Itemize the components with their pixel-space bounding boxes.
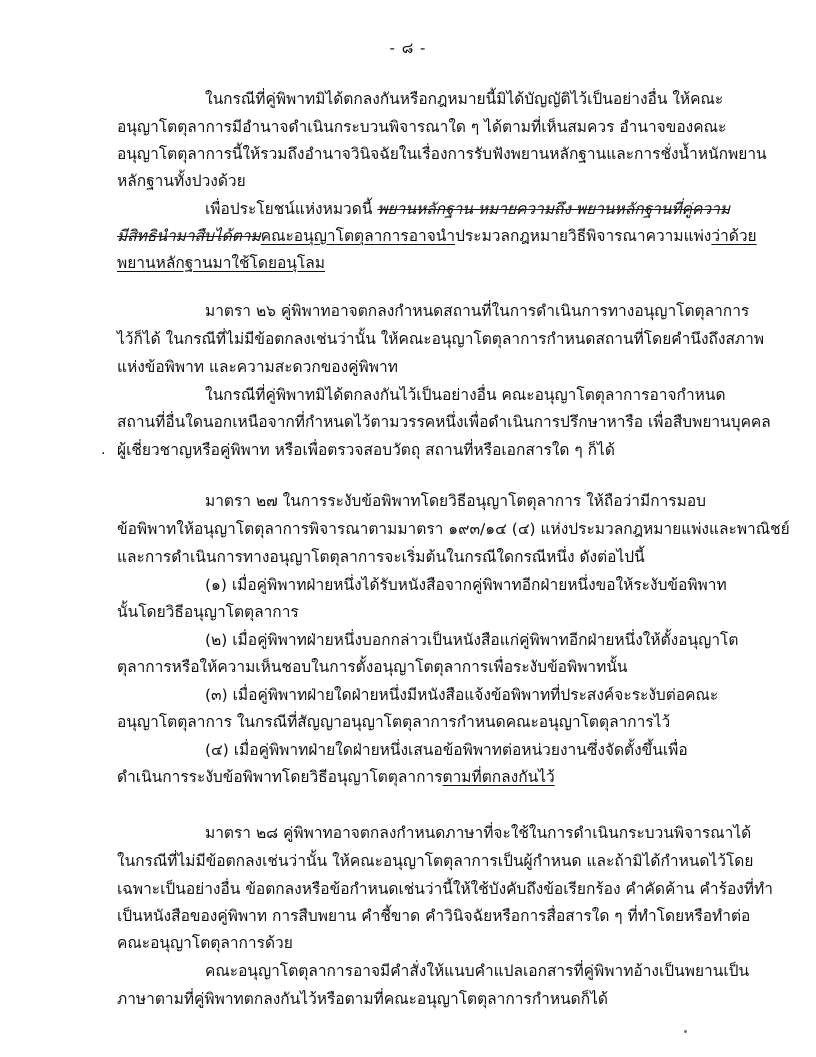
- text-line: ข้อพิพาทให้อนุญาโตตุลาการพิจารณาตามมาตรา ๑๙๓/๑๔ (๔) แห่งประมวลกฎหมายแพ่งและพาณิชย์: [117, 520, 790, 538]
- struck-text: มีสิทธินำมาสืบได้ตาม: [117, 227, 261, 245]
- inserted-text-line: พยานหลักฐานมาใช้โดยอนุโลม: [117, 254, 325, 272]
- text-line: ในกรณีที่คู่พิพาทมิได้ตกลงกันไว้เป็นอย่างอื่น คณะอนุญาโตตุลาการอาจกำหนด: [205, 386, 726, 404]
- text-line: เป็นหนังสือของคู่พิพาท การสืบพยาน คำชี้ขาด คำวินิจฉัยหรือการสื่อสารใด ๆ ที่ทำโดยหรือทำต่อ: [117, 907, 751, 925]
- text-segment: เพื่อประโยชน์แห่งหมวดนี้: [205, 200, 378, 218]
- list-item: (๑) เมื่อคู่พิพาทฝ่ายหนึ่งได้รับหนังสือจากคู่พิพาทอีกฝ่ายหนึ่งขอให้ระงับข้อพิพาท: [205, 576, 727, 594]
- text-line: [117, 766, 555, 788]
- text-line: ในกรณีที่คู่พิพาทมิได้ตกลงกันหรือกฎหมายนี้มิได้บัญญัติไว้เป็นอย่างอื่น ให้คณะ: [205, 90, 724, 108]
- text-line: คณะอนุญาโตตุลาการอาจมีคำสั่งให้แนบคำแปลเอกสารที่คู่พิพาทอ้างเป็นพยานเป็น: [205, 962, 750, 980]
- text-line: นั้นโดยวิธีอนุญาโตตุลาการ: [117, 603, 299, 621]
- inserted-text: ตามที่ตกลงกันไว้: [442, 768, 555, 786]
- text-line: หลักฐานทั้งปวงด้วย: [117, 172, 246, 190]
- inserted-text: คณะอนุญาโตตุลาการอาจนำ: [260, 227, 456, 245]
- text-segment: ประมวลกฎหมายวิธีพิจารณาความแพ่ง: [455, 227, 712, 245]
- text-line: ผู้เชี่ยวชาญหรือคู่พิพาท หรือเพื่อตรวจสอบวัตถุ สถานที่หรือเอกสารใด ๆ ก็ได้: [117, 441, 615, 459]
- scan-speck: [684, 1030, 687, 1033]
- text-segment: ดำเนินการระงับข้อพิพาทโดยวิธีอนุญาโตตุลาการ: [117, 768, 443, 786]
- list-item: (๒) เมื่อคู่พิพาทฝ่ายหนึ่งบอกกล่าวเป็นหนังสือแก่คู่พิพาทอีกฝ่ายหนึ่งให้ตั้งอนุญาโต: [205, 631, 739, 649]
- text-line: สถานที่อื่นใดนอกเหนือจากที่กำหนดไว้ตามวรรคหนึ่งเพื่อดำเนินการปรึกษาหารือ เพื่อสืบพยานบุคคล: [117, 413, 771, 431]
- page-number: - ๘ -: [389, 39, 427, 57]
- text-line: ภาษาตามที่คู่พิพาทตกลงกันไว้หรือตามที่คณะอนุญาโตตุลาการกำหนดก็ได้: [117, 990, 608, 1008]
- list-item: (๔) เมื่อคู่พิพาทฝ่ายใดฝ่ายหนึ่งเสนอข้อพิพาทต่อหน่วยงานซึ่งจัดตั้งขึ้นเพื่อ: [205, 741, 688, 759]
- inserted-text: ว่าด้วย: [711, 227, 757, 245]
- text-line: [117, 225, 757, 247]
- text-line: คณะอนุญาโตตุลาการด้วย: [117, 934, 293, 952]
- struck-text: พยานหลักฐาน หมายความถึง พยานหลักฐานที่คู่ความ: [377, 200, 731, 218]
- section-line: มาตรา ๒๖ คู่พิพาทอาจตกลงกำหนดสถานที่ในการดำเนินการทางอนุญาโตตุลาการ: [205, 302, 750, 320]
- text-line: อนุญาโตตุลาการ ในกรณีที่สัญญาอนุญาโตตุลาการกำหนดคณะอนุญาโตตุลาการไว้: [117, 713, 671, 731]
- section-line: มาตรา ๒๗ ในการระงับข้อพิพาทโดยวิธีอนุญาโตตุลาการ ให้ถือว่ามีการมอบ: [205, 492, 706, 510]
- text-line: เฉพาะเป็นอย่างอื่น ข้อตกลงหรือข้อกำหนดเช่นว่านี้ให้ใช้บังคับถึงข้อเรียกร้อง คำคัดค้าน คำร้องที่ทำ: [117, 880, 773, 898]
- text-line: แห่งข้อพิพาท และความสะดวกของคู่พิพาท: [117, 358, 398, 376]
- text-line: ตุลาการหรือให้ความเห็นชอบในการตั้งอนุญาโตตุลาการเพื่อระงับข้อพิพาทนั้น: [117, 658, 628, 676]
- text-line: ในกรณีที่ไม่มีข้อตกลงเช่นว่านั้น ให้คณะอนุญาโตตุลาการเป็นผู้กำหนด และถ้ามิได้กำหนดไว้โดย: [117, 852, 754, 870]
- text-line: อนุญาโตตุลาการนี้ให้รวมถึงอำนาจวินิจฉัยในเรื่องการรับฟังพยานหลักฐานและการชั่งน้ำหนักพยาน: [117, 145, 767, 163]
- text-line: อนุญาโตตุลาการมีอำนาจดำเนินกระบวนพิจารณาใด ๆ ได้ตามที่เห็นสมควร อำนาจของคณะ: [117, 118, 727, 136]
- text-line: [205, 198, 730, 220]
- margin-dot: .: [101, 442, 106, 458]
- text-line: ไว้ก็ได้ ในกรณีที่ไม่มีข้อตกลงเช่นว่านั้น ให้คณะอนุญาโตตุลาการกำหนดสถานที่โดยคำนึงถึงสภาพ: [117, 330, 765, 348]
- text-line: และการดำเนินการทางอนุญาโตตุลาการจะเริ่มต้นในกรณีใดกรณีหนึ่ง ดังต่อไปนี้: [117, 548, 645, 566]
- section-line: มาตรา ๒๘ คู่พิพาทอาจตกลงกำหนดภาษาที่จะใช้ในการดำเนินกระบวนพิจารณาได้: [205, 824, 752, 842]
- list-item: (๓) เมื่อคู่พิพาทฝ่ายใดฝ่ายหนึ่งมีหนังสือแจ้งข้อพิพาทที่ประสงค์จะระงับต่อคณะ: [205, 686, 719, 704]
